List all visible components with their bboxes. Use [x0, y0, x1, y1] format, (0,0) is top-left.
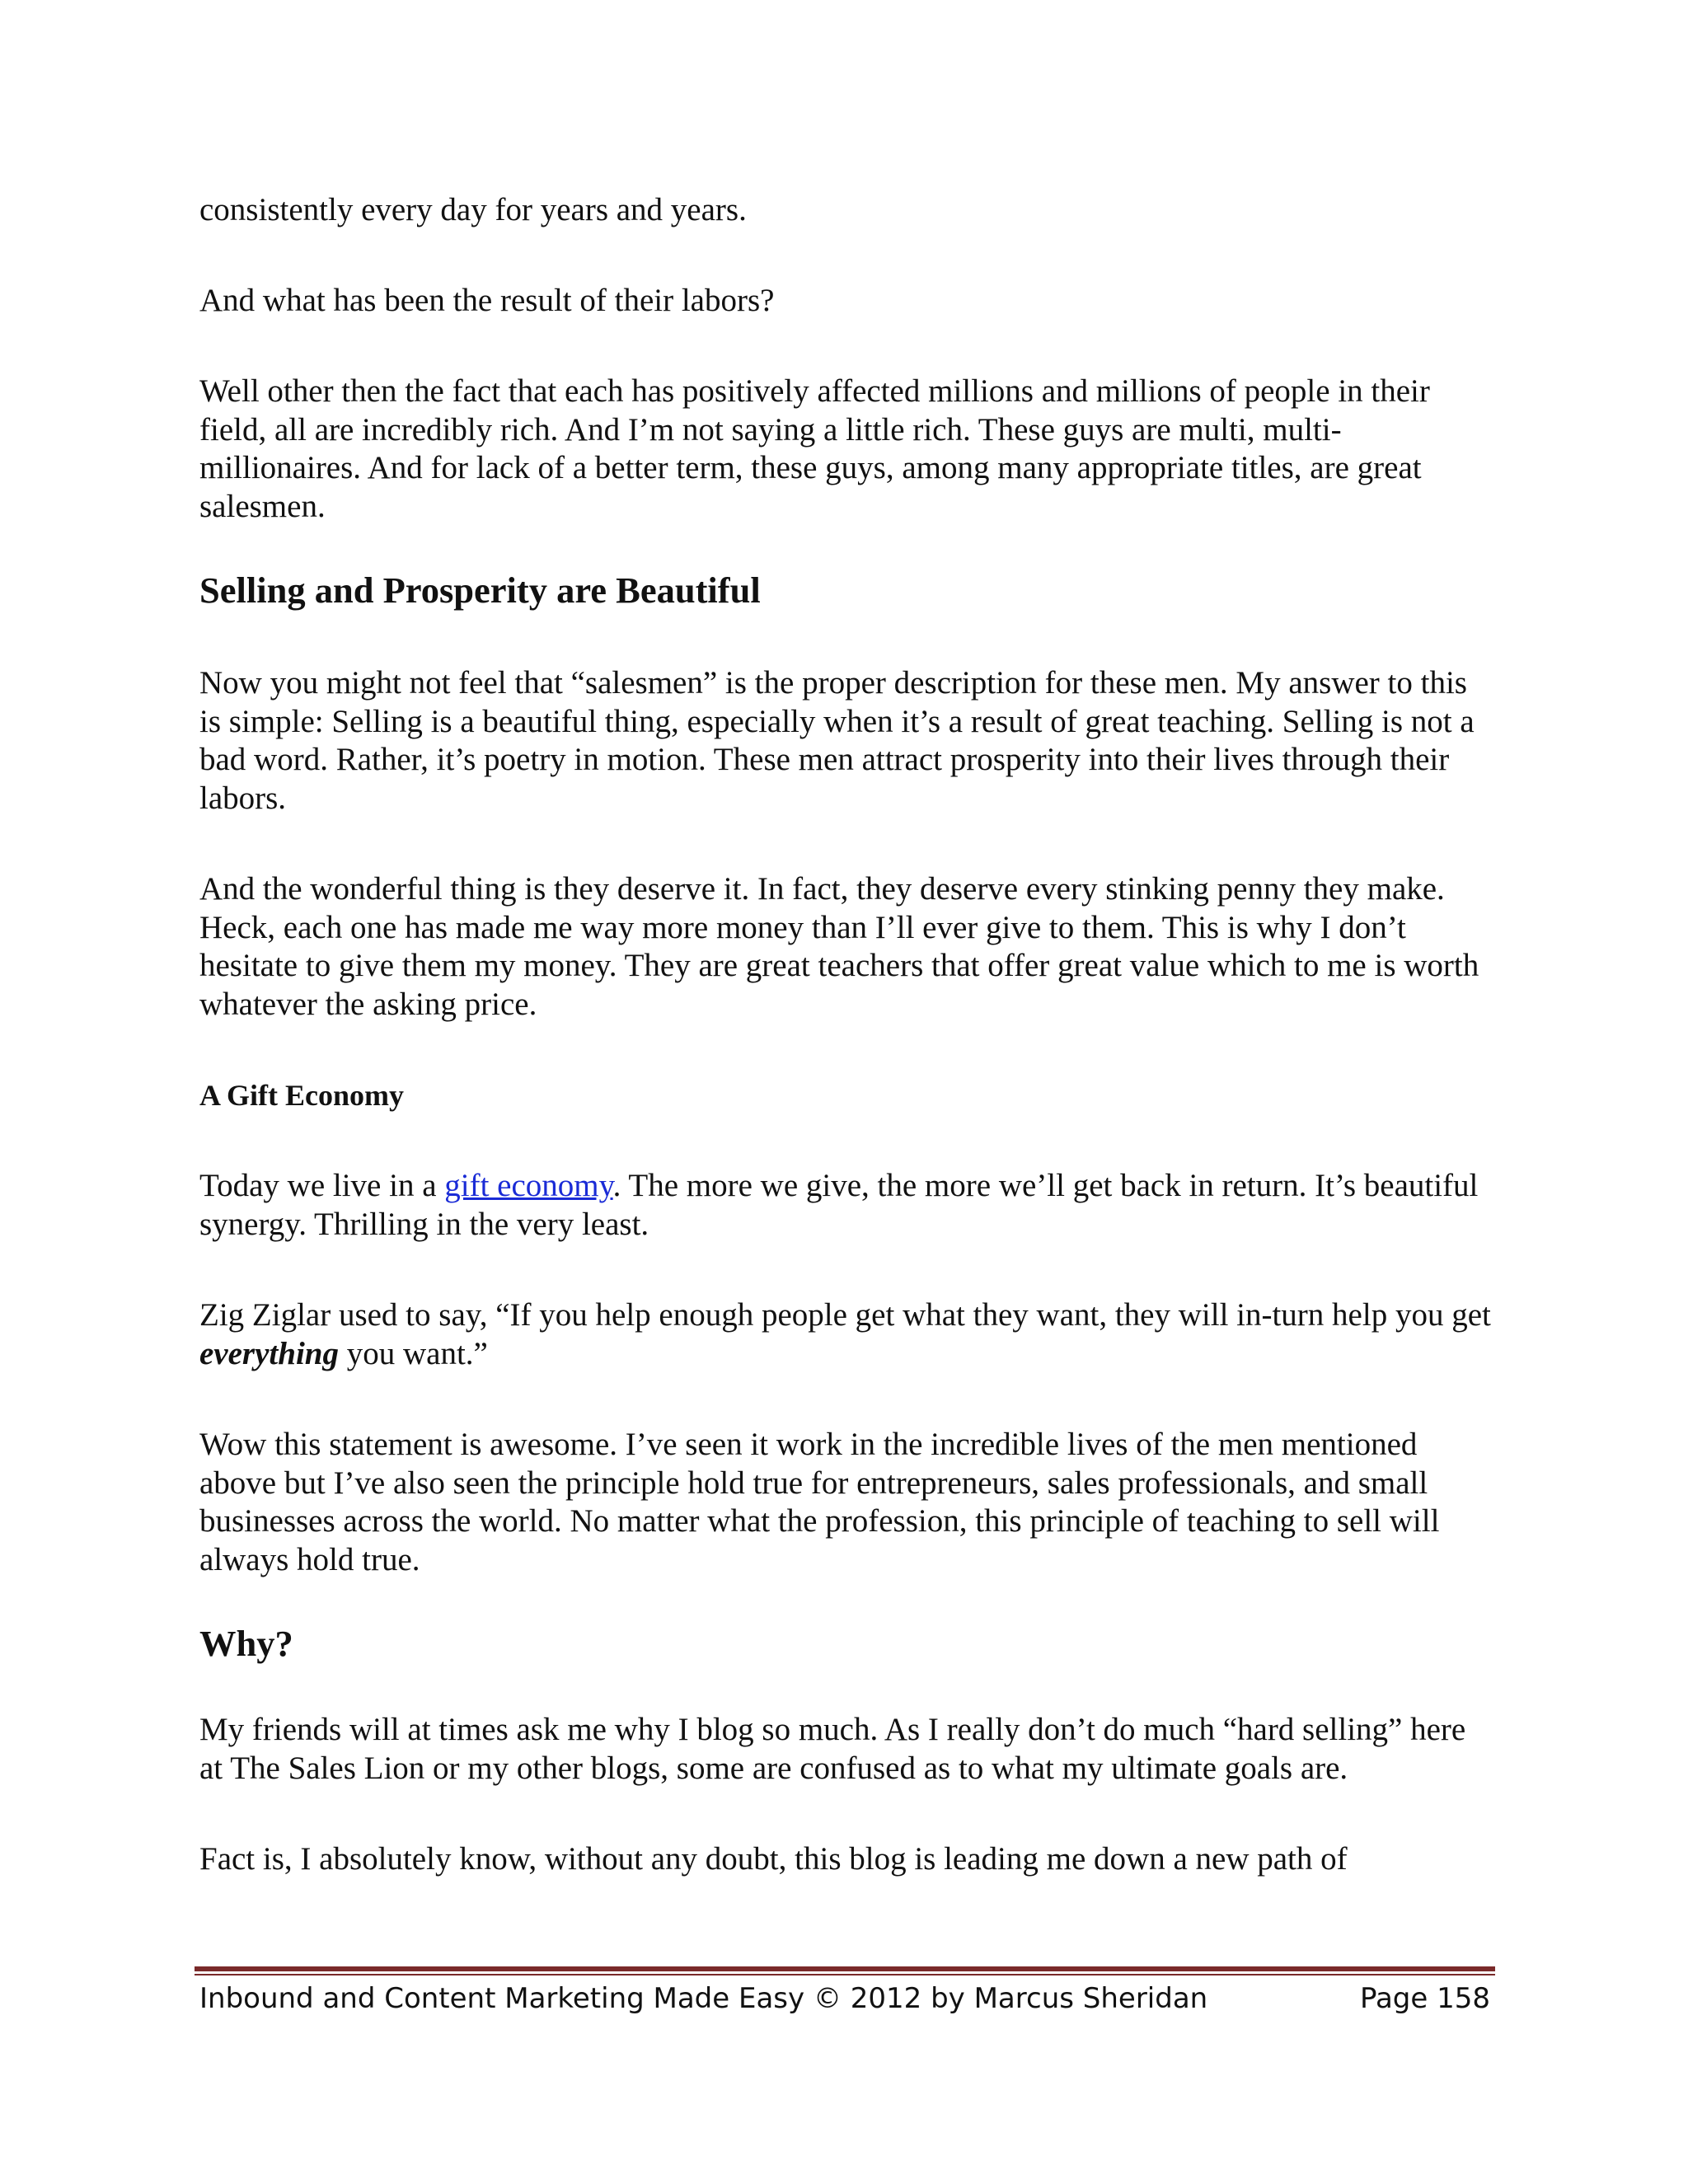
gift-economy-link[interactable]: gift economy [444, 1168, 613, 1203]
paragraph: My friends will at times ask me why I blog so much. As I really don’t do much “hard selling” here at The Sales Lion or my other blogs, some are confused as to what my ultimate goals are. [199, 1712, 1466, 1786]
paragraph: And the wonderful thing is they deserve it. In fact, they deserve every stinking penny they make. Heck, each one has made me way more money than I’ll ever give to them. This is why I don’t hesitate to give them my money. They are great teachers that offer great value which to me is worth whatever the asking price. [199, 871, 1479, 1022]
footer-divider-thin [195, 1974, 1495, 1975]
paragraph: Fact is, I absolutely know, without any doubt, this blog is leading me down a new path of [199, 1841, 1348, 1877]
footer-divider [195, 1966, 1495, 1971]
subsection-heading: A Gift Economy [199, 1079, 404, 1112]
text-run: Today we live in a [199, 1168, 445, 1203]
paragraph [199, 1167, 1492, 1244]
emphasis-text: everything [199, 1335, 339, 1371]
page-number: Page 158 [1359, 1982, 1490, 2015]
footer-title: Inbound and Content Marketing Made Easy © 2012 by Marcus Sheridan [199, 1982, 1208, 2015]
section-heading: Why? [199, 1623, 293, 1664]
section-heading: Selling and Prosperity are Beautiful [199, 569, 761, 611]
paragraph: And what has been the result of their labors? [199, 282, 775, 318]
page-content [199, 191, 1492, 1879]
paragraph: consistently every day for years and years. [199, 192, 747, 227]
paragraph: Well other then the fact that each has positively affected millions and millions of people in their field, all are incredibly rich. And I’m not saying a little rich. These guys are multi, multi-millionaires. And for lack of a better term, these guys, among many appropriate titles, are great salesmen. [199, 373, 1430, 524]
text-run: you want.” [338, 1335, 488, 1371]
text-run: Zig Ziglar used to say, “If you help enough people get what they want, they will in-turn help you get [199, 1297, 1491, 1333]
paragraph: Now you might not feel that “salesmen” is the proper description for these men. My answer to this is simple: Selling is a beautiful thing, especially when it’s a result of great teaching. Selling is not a bad word. Rather, it’s poetry in motion. These men attract prosperity into their lives through their labors. [199, 665, 1475, 816]
paragraph: Wow this statement is awesome. I’ve seen it work in the incredible lives of the men mentioned above but I’ve also seen the principle hold true for entrepreneurs, sales professionals, and small businesses across the world. No matter what the profession, this principle of teaching to sell will always hold true. [199, 1427, 1440, 1577]
text-run: . The more we give, the more we’ll get back in return. It’s beautiful synergy. Thrilling in the very least. [199, 1168, 1479, 1242]
paragraph [199, 1296, 1492, 1373]
